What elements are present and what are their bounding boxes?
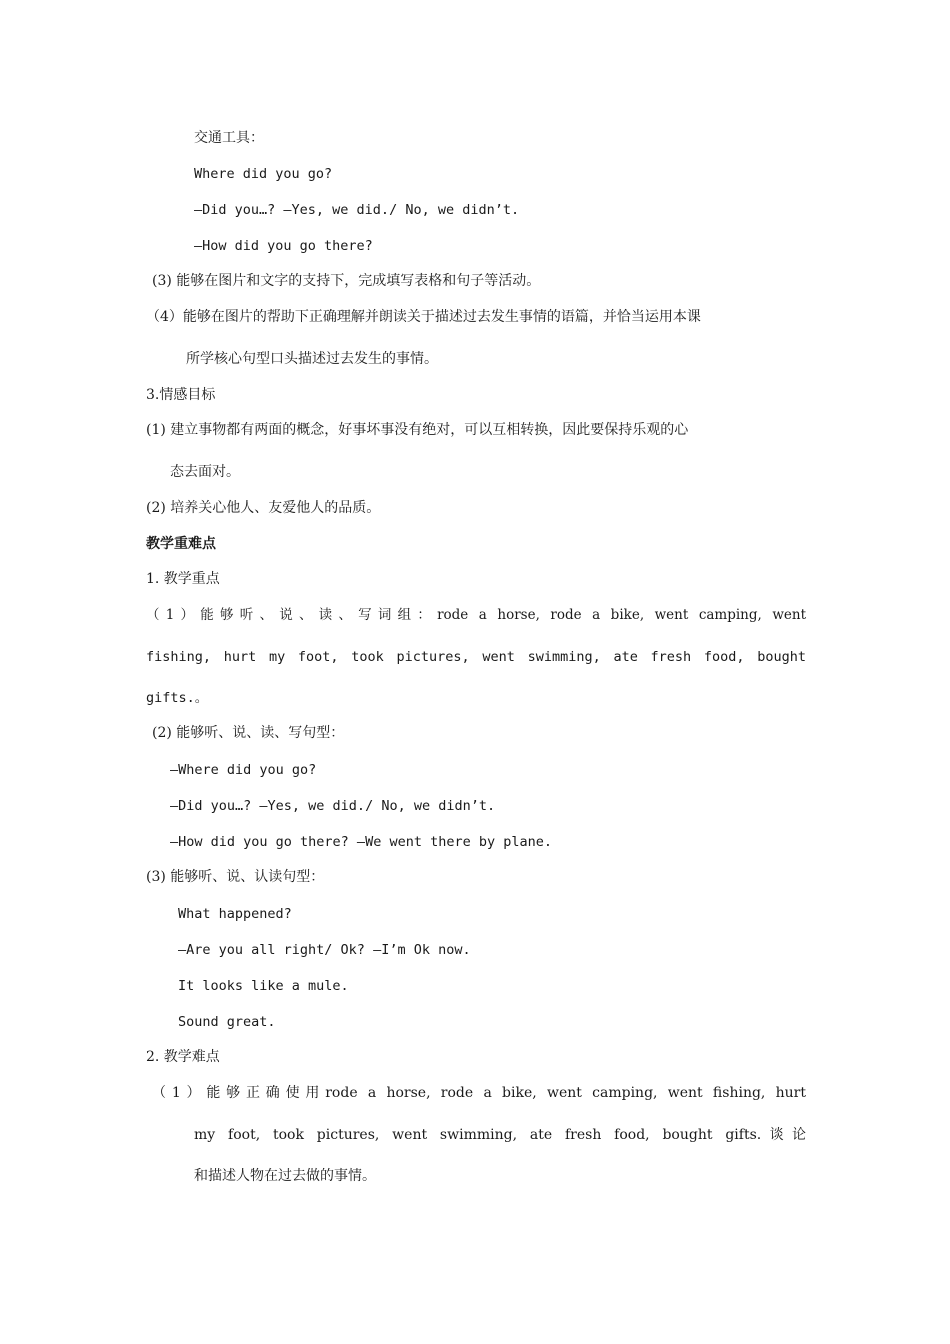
text-line: (3) 能够听、说、认读句型： bbox=[146, 869, 325, 885]
text-line: It looks like a mule. bbox=[178, 978, 349, 994]
section-heading: 教学重难点 bbox=[146, 536, 216, 552]
text-line: What happened? bbox=[178, 906, 292, 922]
text-line: gifts.。 bbox=[146, 690, 209, 706]
text-line: fishing, hurt my foot, took pictures, went swimming, ate fresh food, bought bbox=[146, 649, 806, 665]
text-line: —How did you go there? bbox=[194, 238, 373, 254]
text-line: —How did you go there? —We went there by plane. bbox=[170, 834, 553, 850]
text-line: 所学核心句型口头描述过去发生的事情。 bbox=[186, 351, 438, 367]
text-line: —Are you all right/ Ok? —I’m Ok now. bbox=[178, 942, 471, 958]
text-line: my foot, took pictures, went swimming, ate fresh food, bought gifts.谈论 bbox=[194, 1127, 806, 1143]
subsection-heading: 2. 教学难点 bbox=[146, 1049, 220, 1065]
text-line: (1) 建立事物都有两面的概念，好事坏事没有绝对，可以互相转换，因此要保持乐观的心 bbox=[146, 422, 689, 438]
text-line: —Where did you go? bbox=[170, 762, 317, 778]
text-line: (3) 能够在图片和文字的支持下，完成填写表格和句子等活动。 bbox=[152, 273, 541, 289]
text-line: 和描述人物在过去做的事情。 bbox=[194, 1168, 376, 1184]
text-line: （1）能够正确使用rode a horse, rode a bike, went camping, went fishing, hurt bbox=[152, 1085, 806, 1101]
text-line: —Did you…? —Yes, we did./ No, we didn’t. bbox=[194, 202, 520, 218]
text-line: (2) 培养关心他人、友爱他人的品质。 bbox=[146, 500, 381, 516]
text-line: Where did you go? bbox=[194, 166, 333, 182]
text-line: 态去面对。 bbox=[170, 464, 240, 480]
text-line: (2) 能够听、说、读、写句型： bbox=[152, 725, 345, 741]
text-line: （1）能够听、说、读、写词组：rode a horse, rode a bike, went camping, went bbox=[146, 607, 806, 623]
text-line: 交通工具： bbox=[194, 130, 264, 146]
subsection-heading: 1. 教学重点 bbox=[146, 571, 220, 587]
text-line: —Did you…? —Yes, we did./ No, we didn’t. bbox=[170, 798, 496, 814]
section-heading: 3.情感目标 bbox=[146, 387, 216, 403]
text-line: （4）能够在图片的帮助下正确理解并朗读关于描述过去发生事情的语篇，并恰当运用本课 bbox=[146, 309, 701, 325]
text-line: Sound great. bbox=[178, 1014, 276, 1030]
